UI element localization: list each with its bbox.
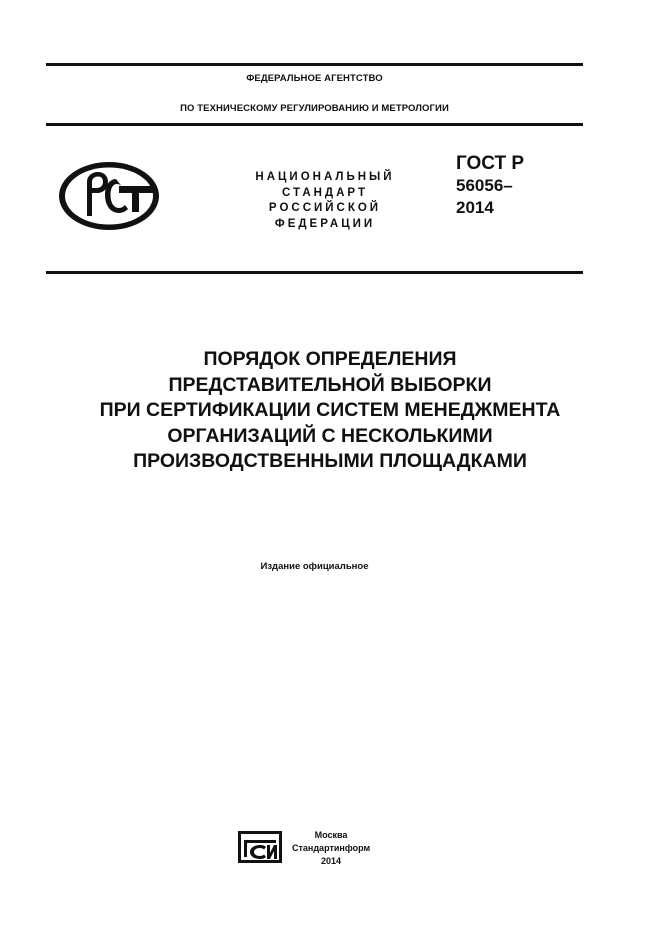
status-line: НАЦИОНАЛЬНЫЙ (255, 171, 395, 183)
title-line: ПРЕДСТАВИТЕЛЬНОЙ ВЫБОРКИ (168, 373, 492, 396)
header-bottom-divider (46, 271, 583, 274)
standard-year: 2014 (456, 198, 494, 217)
publisher-year: 2014 (320, 856, 342, 866)
title-line: ПРОИЗВОДСТВЕННЫМИ ПЛОЩАДКАМИ (133, 450, 527, 472)
status-line: ФЕДЕРАЦИИ (274, 217, 376, 230)
agency-name-line-2: ПО ТЕХНИЧЕСКОМУ РЕГУЛИРОВАНИЮ И МЕТРОЛОГИИ (180, 103, 449, 114)
gost-r-certification-mark-icon (56, 160, 162, 232)
national-standard-status (236, 170, 414, 232)
title-line: ПОРЯДОК ОПРЕДЕЛЕНИЯ (203, 348, 457, 370)
publisher-city: Москва (314, 830, 348, 840)
status-line: СТАНДАРТ (282, 186, 368, 199)
publisher-imprint (292, 829, 370, 868)
title-line: ОРГАНИЗАЦИЙ С НЕСКОЛЬКИМИ (167, 424, 493, 447)
standard-designation-prefix: ГОСТ Р (456, 153, 525, 174)
standard-number: 56056– (456, 176, 513, 195)
document-title (20, 347, 640, 475)
header-divider (46, 123, 583, 126)
publisher-name: Стандартинформ (292, 843, 371, 853)
agency-name-line-1: ФЕДЕРАЛЬНОЕ АГЕНТСТВО (246, 73, 383, 84)
standard-designation (456, 153, 524, 219)
title-line: ПРИ СЕРТИФИКАЦИИ СИСТЕМ МЕНЕДЖМЕНТА (99, 399, 561, 421)
edition-label: Издание официальное (260, 561, 369, 572)
top-divider (46, 63, 583, 66)
standartinform-logo-icon (238, 831, 282, 863)
status-line: РОССИЙСКОЙ (268, 202, 382, 214)
